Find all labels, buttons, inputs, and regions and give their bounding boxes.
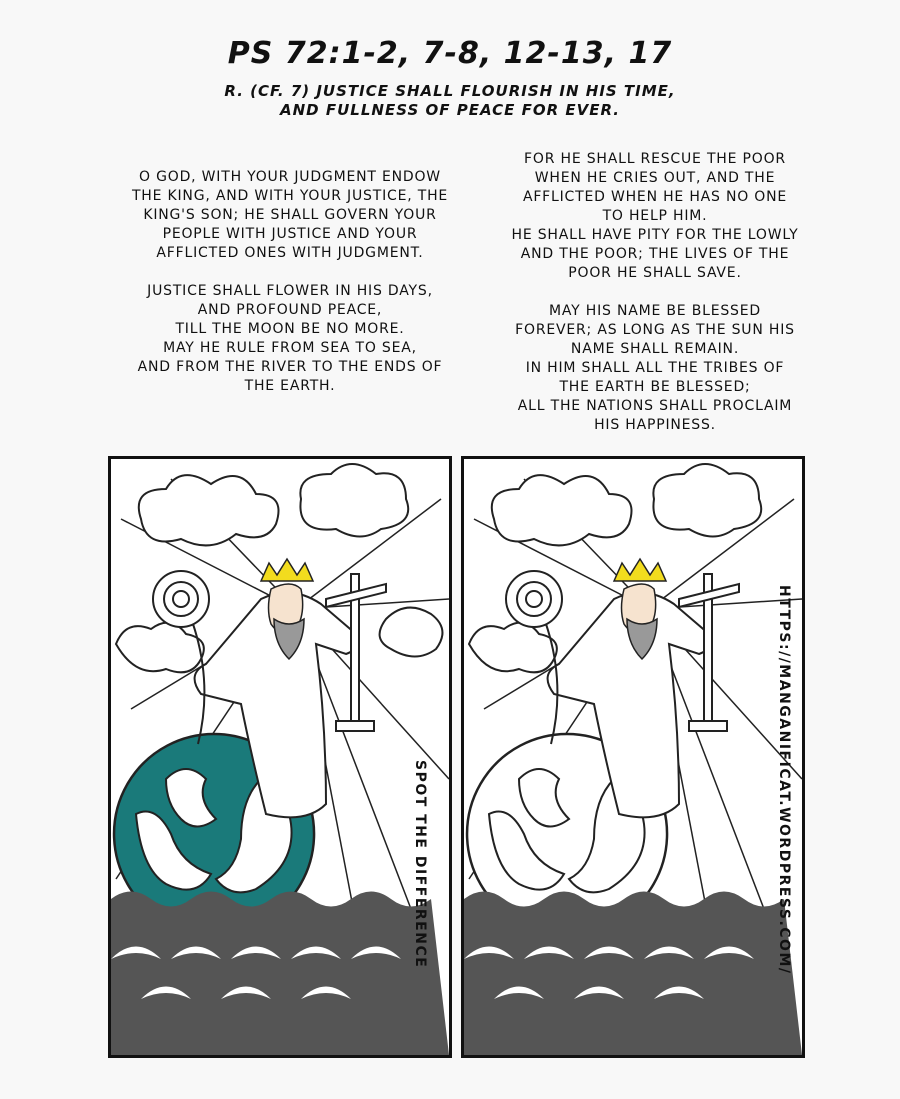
crown-icon	[614, 559, 666, 581]
spot-difference-caption: SPOT THE DIFFERENCE	[412, 760, 428, 969]
right-illustration-panel	[461, 456, 805, 1058]
left-stanza-1: O GOD, WITH YOUR JUDGMENT ENDOW THE KING, AND WITH YOUR JUSTICE, THE KING'S SON; HE SHALL GOVERN YOUR PEOPLE WITH JUSTICE AND YOUR AFFLICTED ONES WITH JUDGMENT.	[131, 169, 449, 261]
website-url-caption: HTTPS://MANGANIFICAT.WORDPRESS.COM/	[776, 585, 792, 975]
left-stanza-2: JUSTICE SHALL FLOWER IN HIS DAYS, AND PROFOUND PEACE, TILL THE MOON BE NO MORE. MAY HE RULE FROM SEA TO SEA, AND FROM THE RIVER TO THE ENDS OF THE EARTH.	[137, 283, 443, 394]
response-line-2: AND FULLNESS OF PEACE FOR EVER.	[280, 101, 620, 119]
left-verse-column	[108, 168, 472, 415]
response-text	[0, 82, 900, 120]
king-illustration-right	[464, 459, 802, 1055]
right-stanza-1: FOR HE SHALL RESCUE THE POOR WHEN HE CRIES OUT, AND THE AFFLICTED WHEN HE HAS NO ONE TO HELP HIM. HE SHALL HAVE PITY FOR THE LOWLY AND THE POOR; THE LIVES OF THE POOR HE SHALL SAVE.	[511, 151, 799, 281]
right-verse-column	[470, 150, 840, 454]
sea	[111, 892, 449, 1056]
right-stanza-2: MAY HIS NAME BE BLESSED FOREVER; AS LONG AS THE SUN HIS NAME SHALL REMAIN. IN HIM SHALL ALL THE TRIBES OF THE EARTH BE BLESSED; ALL THE NATIONS SHALL PROCLAIM HIS HAPPINESS.	[515, 303, 795, 433]
king-illustration-left	[111, 459, 449, 1055]
response-line-1: R. (CF. 7) JUSTICE SHALL FLOURISH IN HIS TIME,	[224, 82, 676, 100]
page-title: PS 72:1-2, 7-8, 12-13, 17	[227, 36, 673, 71]
crown-icon	[261, 559, 313, 581]
sea	[464, 892, 802, 1056]
left-illustration-panel	[108, 456, 452, 1058]
